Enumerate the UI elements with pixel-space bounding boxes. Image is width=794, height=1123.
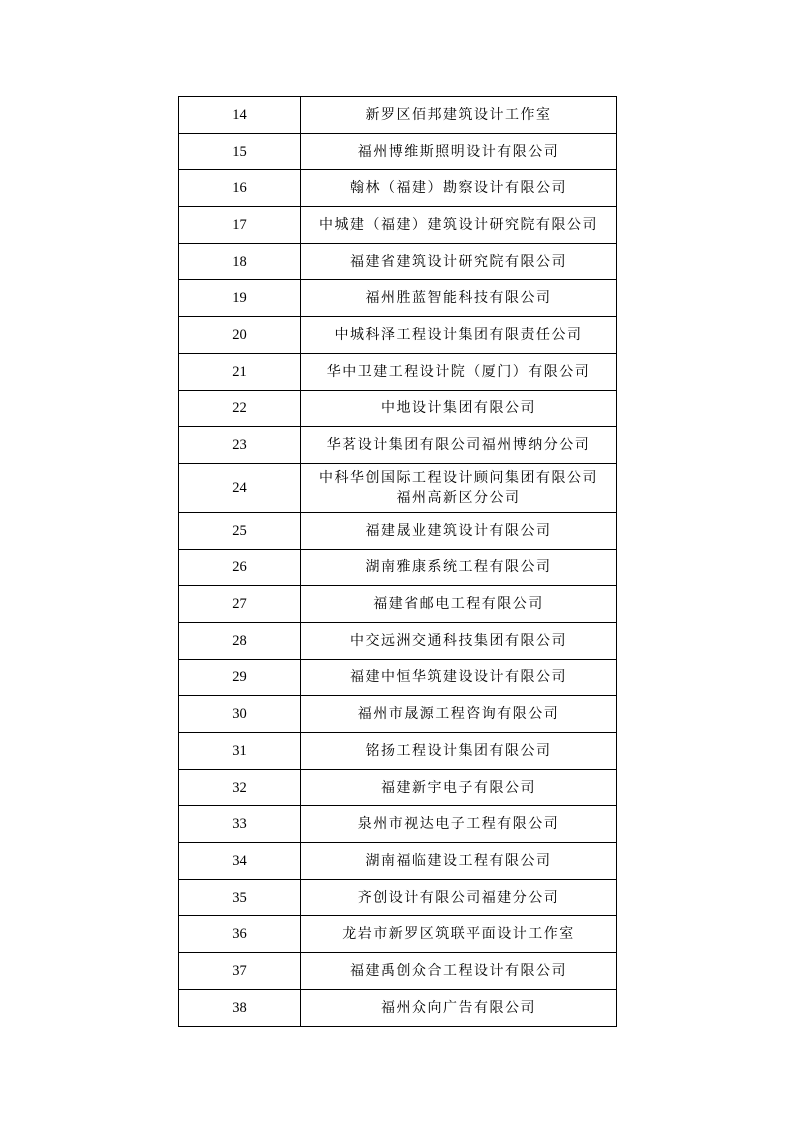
table-row — [179, 463, 617, 512]
company-name: 中城科泽工程设计集团有限责任公司 — [301, 317, 617, 354]
table-row — [179, 733, 617, 770]
company-name: 中城建（福建）建筑设计研究院有限公司 — [301, 207, 617, 244]
row-number: 36 — [179, 916, 301, 953]
company-name: 齐创设计有限公司福建分公司 — [301, 879, 617, 916]
company-name: 福州博维斯照明设计有限公司 — [301, 133, 617, 170]
company-name: 新罗区佰邦建筑设计工作室 — [301, 97, 617, 134]
company-name: 福建省邮电工程有限公司 — [301, 586, 617, 623]
table-row — [179, 622, 617, 659]
company-name-line-2: 福州高新区分公司 — [396, 489, 521, 506]
row-number: 21 — [179, 353, 301, 390]
company-name: 泉州市视达电子工程有限公司 — [301, 806, 617, 843]
row-number: 23 — [179, 427, 301, 464]
row-number: 29 — [179, 659, 301, 696]
company-list-body — [179, 97, 617, 1027]
row-number: 28 — [179, 622, 301, 659]
company-name: 福建禹创众合工程设计有限公司 — [301, 953, 617, 990]
row-number: 22 — [179, 390, 301, 427]
table-row — [179, 586, 617, 623]
company-name: 福州众向广告有限公司 — [301, 989, 617, 1026]
row-number: 16 — [179, 170, 301, 207]
row-number: 26 — [179, 549, 301, 586]
table-row — [179, 390, 617, 427]
table-row — [179, 989, 617, 1026]
table-row — [179, 549, 617, 586]
table-row — [179, 879, 617, 916]
row-number: 34 — [179, 843, 301, 880]
table-row — [179, 843, 617, 880]
table-row — [179, 659, 617, 696]
row-number: 32 — [179, 769, 301, 806]
table-row — [179, 97, 617, 134]
company-name: 华茗设计集团有限公司福州博纳分公司 — [301, 427, 617, 464]
row-number: 33 — [179, 806, 301, 843]
company-name: 中地设计集团有限公司 — [301, 390, 617, 427]
table-row — [179, 243, 617, 280]
company-name: 湖南雅康系统工程有限公司 — [301, 549, 617, 586]
company-name: 华中卫建工程设计院（厦门）有限公司 — [301, 353, 617, 390]
row-number: 14 — [179, 97, 301, 134]
table-row — [179, 427, 617, 464]
row-number: 37 — [179, 953, 301, 990]
row-number: 17 — [179, 207, 301, 244]
row-number: 18 — [179, 243, 301, 280]
company-name: 福州市晟源工程咨询有限公司 — [301, 696, 617, 733]
table-row — [179, 170, 617, 207]
row-number: 27 — [179, 586, 301, 623]
company-name-line-1: 中科华创国际工程设计顾问集团有限公司 — [319, 469, 598, 486]
row-number: 35 — [179, 879, 301, 916]
row-number: 25 — [179, 512, 301, 549]
company-name: 福州胜蓝智能科技有限公司 — [301, 280, 617, 317]
table-row — [179, 953, 617, 990]
table-row — [179, 280, 617, 317]
row-number: 31 — [179, 733, 301, 770]
row-number: 38 — [179, 989, 301, 1026]
row-number: 24 — [179, 463, 301, 512]
company-name: 湖南福临建设工程有限公司 — [301, 843, 617, 880]
company-name: 福建晟业建筑设计有限公司 — [301, 512, 617, 549]
company-name: 福建中恒华筑建设设计有限公司 — [301, 659, 617, 696]
table-row — [179, 353, 617, 390]
table-row — [179, 769, 617, 806]
table-row — [179, 806, 617, 843]
company-name: 龙岩市新罗区筑联平面设计工作室 — [301, 916, 617, 953]
row-number: 19 — [179, 280, 301, 317]
table-row — [179, 133, 617, 170]
company-name: 铭扬工程设计集团有限公司 — [301, 733, 617, 770]
row-number: 30 — [179, 696, 301, 733]
company-name: 福建省建筑设计研究院有限公司 — [301, 243, 617, 280]
row-number: 15 — [179, 133, 301, 170]
company-name: 福建新宇电子有限公司 — [301, 769, 617, 806]
company-name: 中交远洲交通科技集团有限公司 — [301, 622, 617, 659]
table-row — [179, 512, 617, 549]
company-name: 翰林（福建）勘察设计有限公司 — [301, 170, 617, 207]
table-row — [179, 207, 617, 244]
table-row — [179, 696, 617, 733]
company-list-table — [178, 96, 617, 1027]
row-number: 20 — [179, 317, 301, 354]
table-row — [179, 317, 617, 354]
table-row — [179, 916, 617, 953]
company-name — [301, 463, 617, 512]
